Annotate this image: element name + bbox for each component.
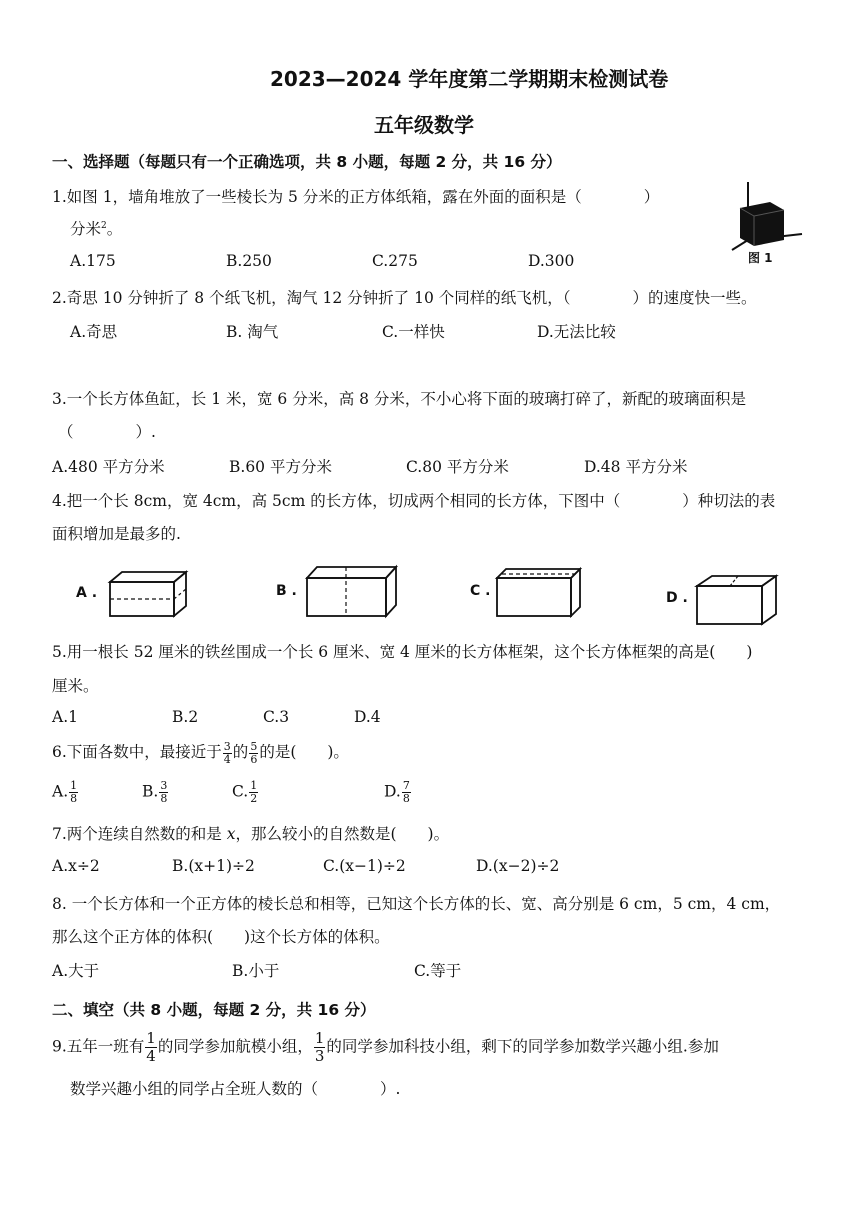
q9-fraction-1: $\frac{1}{4}$	[146, 1029, 156, 1065]
q8-option-c[interactable]: C.等于	[414, 962, 462, 980]
q8-text-line2: 那么这个正方体的体积( )这个长方体的体积。	[52, 928, 390, 946]
q8-option-b[interactable]: B.小于	[232, 962, 280, 980]
q1-option-b[interactable]: B.250	[226, 252, 272, 270]
q5-option-b[interactable]: B.2	[172, 708, 199, 726]
q4-cuboid-d[interactable]	[694, 572, 780, 628]
q7-option-c[interactable]: C.(x−1)÷2	[323, 857, 406, 875]
q5-option-d[interactable]: D.4	[354, 708, 381, 726]
q4-cuboid-c[interactable]	[494, 564, 584, 620]
q8-option-a[interactable]: A.大于	[52, 962, 100, 980]
q7-option-a[interactable]: A.x÷2	[52, 857, 100, 875]
q2-option-b[interactable]: B. 淘气	[226, 323, 279, 341]
q6-option-a[interactable]: A. $\frac{1}{8}$	[52, 779, 78, 805]
q1-option-a[interactable]: A.175	[70, 252, 116, 270]
q6-fraction-2: $\frac{5}{6}$	[250, 739, 258, 766]
q3-option-d[interactable]: D.48 平方分米	[584, 458, 688, 476]
q7-option-b[interactable]: B.(x+1)÷2	[172, 857, 255, 875]
q3-option-b[interactable]: B.60 平方分米	[229, 458, 332, 476]
q9-fraction-2: $\frac{1}{3}$	[314, 1029, 325, 1065]
q4-fig-a-label: A .	[76, 585, 98, 601]
q2-option-d[interactable]: D.无法比较	[537, 323, 616, 341]
q3-option-a[interactable]: A.480 平方分米	[52, 458, 165, 476]
q6-option-c[interactable]: C. $\frac{1}{2}$	[232, 779, 258, 805]
q6-text: 6.下面各数中，最接近于 $\frac{3}{4}$ 的 $\frac{5}{6}$ 的是( )。	[52, 739, 349, 766]
q1-text-line2: 分米$^2$。	[70, 220, 123, 238]
q2-text: 2.奇思 10 分钟折了 8 个纸飞机，淘气 12 分钟折了 10 个同样的纸飞机，（ ）的速度快一些。	[52, 289, 757, 307]
section2-heading: 二、填空（共 8 小题，每题 2 分，共 16 分）	[52, 1001, 376, 1019]
q2-option-a[interactable]: A.奇思	[70, 323, 118, 341]
q3-option-c[interactable]: C.80 平方分米	[406, 458, 509, 476]
q1-text: 1.如图 1，墙角堆放了一些棱长为 5 分米的正方体纸箱，露在外面的面积是（ ）	[52, 188, 660, 206]
q4-fig-d-label: D .	[666, 590, 688, 606]
q6-option-b[interactable]: B. $\frac{3}{8}$	[142, 779, 168, 805]
section1-heading: 一、选择题（每题只有一个正确选项，共 8 小题，每题 2 分，共 16 分）	[52, 153, 562, 171]
q3-text-line2: （ ）.	[58, 423, 156, 441]
q4-fig-c-label: C .	[470, 583, 491, 599]
q9-text: 9.五年一班有 $\frac{1}{4}$ 的同学参加航模小组， $\frac{1}{3}$ 的同学参加科技小组，剩下的同学参加数学兴趣小组.参加	[52, 1029, 719, 1065]
q7-option-d[interactable]: D.(x−2)÷2	[476, 857, 560, 875]
q6-option-d[interactable]: D. $\frac{7}{8}$	[384, 779, 410, 805]
q4-fig-b-label: B .	[276, 583, 297, 599]
q5-option-c[interactable]: C.3	[263, 708, 290, 726]
q7-text: 7.两个连续自然数的和是 x，那么较小的自然数是( )。	[52, 825, 450, 843]
q4-cuboid-b[interactable]	[304, 562, 400, 620]
page-title: 2023—2024 学年度第二学期期末检测试卷	[270, 67, 669, 91]
q1-option-c[interactable]: C.275	[372, 252, 418, 270]
q4-text-line2: 面积增加是最多的.	[52, 525, 181, 543]
q3-text: 3.一个长方体鱼缸，长 1 米，宽 6 分米，高 8 分米，不小心将下面的玻璃打碎了，新配的玻璃面积是	[52, 390, 746, 408]
q8-text: 8. 一个长方体和一个正方体的棱长总和相等，已知这个长方体的长、宽、高分别是 6 cm，5 cm，4 cm，	[52, 895, 781, 913]
figure1-label: 图 1	[748, 251, 773, 265]
q5-text-line2: 厘米。	[52, 677, 99, 695]
q5-text: 5.用一根长 52 厘米的铁丝围成一个长 6 厘米、宽 4 厘米的长方体框架，这个长方体框架的高是( )	[52, 643, 753, 661]
q1-option-d[interactable]: D.300	[528, 252, 575, 270]
q6-fraction-1: $\frac{3}{4}$	[223, 739, 231, 766]
q9-text-line2: 数学兴趣小组的同学占全班人数的（ ）.	[70, 1080, 401, 1098]
q2-option-c[interactable]: C.一样快	[382, 323, 445, 341]
page-subtitle: 五年级数学	[374, 113, 474, 137]
q4-cuboid-a[interactable]	[106, 566, 190, 620]
q4-text: 4.把一个长 8cm，宽 4cm，高 5cm 的长方体，切成两个相同的长方体，下图中（ ）种切法的表	[52, 492, 776, 510]
q5-option-a[interactable]: A.1	[52, 708, 78, 726]
